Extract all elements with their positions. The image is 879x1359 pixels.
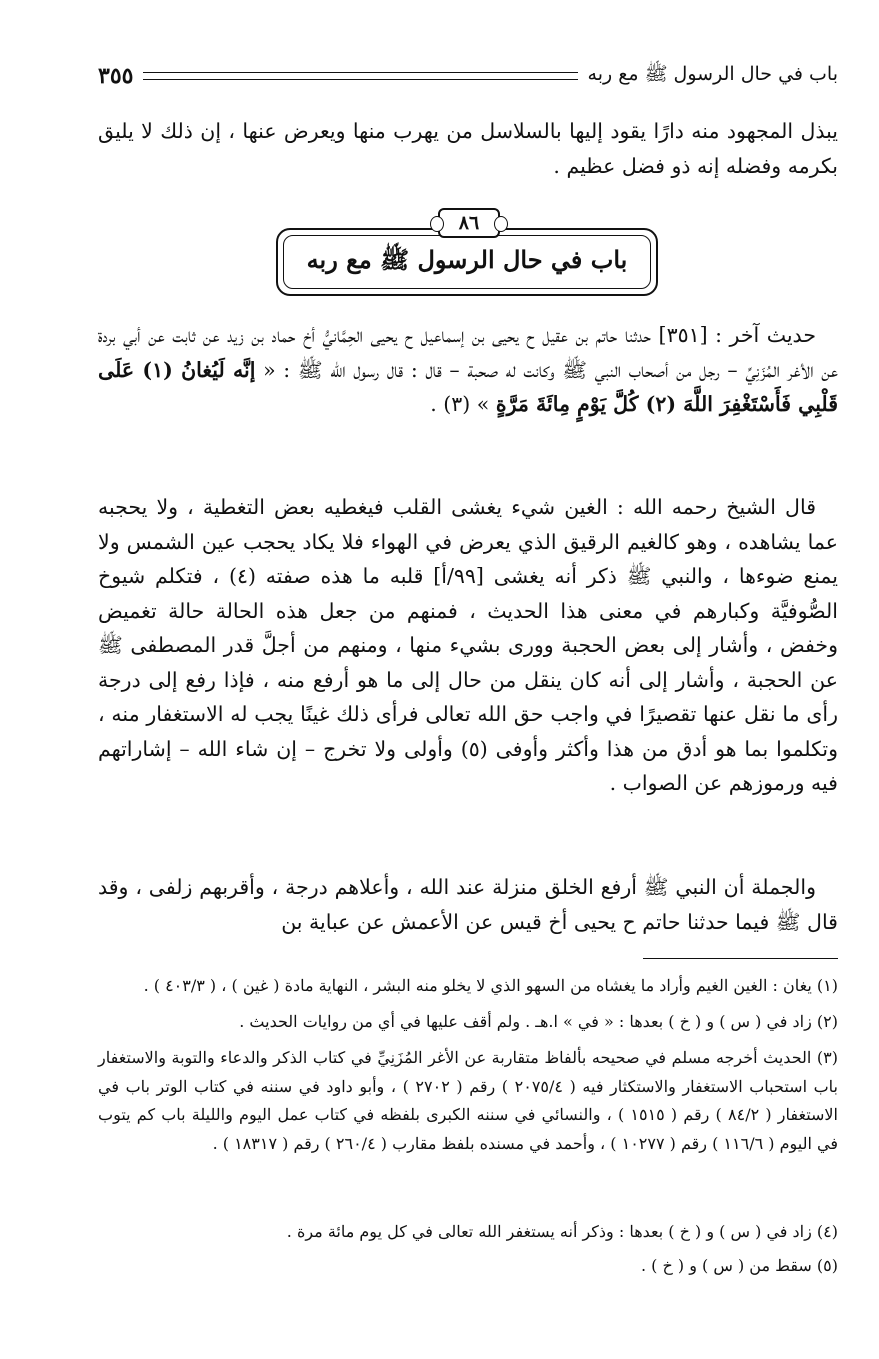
footnote-5: (٥) سقط من ( س ) و ( خ ) . (640, 1256, 838, 1275)
footnote-4: (٤) زاد في ( س ) و ( خ ) بعدها : وذكر أنه يستغفر الله تعالى في كل يوم مائة مرة . (286, 1222, 838, 1241)
conclusion-paragraph (98, 870, 838, 939)
commentary-paragraph (98, 490, 838, 801)
chapter-number-badge (438, 208, 500, 238)
hadith-paragraph (98, 318, 838, 422)
page-number: ٣٥٥ (98, 63, 134, 89)
footnote-2: (٢) زاد في ( س ) و ( خ ) بعدها : « في » ا.هـ . ولم أقف عليها في أي من روايات الحديث . (239, 1012, 838, 1031)
commentary-text: قال الشيخ رحمه الله : الغين شيء يغشى القلب فيغطيه بعض التغطية ، ولا يحجبه عما يشاهده ، وهو كالغيم الرقيق الذي يعرض في الهواء فلا يكاد يحجب عين الشمس ولا يمنع ضوءها ، والنبي ﷺ ذكر أنه يغشى [٩٩/أ] قلبه ما هذه صفته (٤) ، فتكلم شيوخ الصُّوفيَّة وكبارهم في معنى هذا الحديث ، فمنهم من جعل هذه الحالة حالة تغميض وخفض ، وأشار إلى بعض الحجبة وورى بشيء منها ، ومنهم من أجلَّ قدر المصطفى ﷺ عن الحجبة ، وأشار إلى أنه كان ينقل من حال إلى ما هو أرفع منه ، فإذا رفع إلى درجة رأى ما نقل عنها تقصيرًا في واجب حق الله تعالى فرأى ذلك غينًا يجب له الاستغفار منه ، وتكلموا بما هو أدق من هذا وأكثر وأوفى (٥) وأولى ولا تخرج – إن شاء الله – إشاراتهم فيه ورموزهم عن الصواب . (98, 495, 839, 795)
hadith-narration: حديث آخر : [٣٥١] حدثنا حاتم بن عقيل ح يحيى بن إسماعيل ح يحيى الحِمَّانيُّ أخ حماد بن زيد عن ثابت عن أبي بردة عن الأغر المُزَنِيِّ – رجل من أصحاب النبي ﷺ وكانت له صحبة – قال : قال رسول الله ﷺ : « (98, 323, 838, 382)
opening-paragraph: يبذل المجهود منه دارًا يقود إليها بالسلاسل من يهرب منها ويعرض عنها ، إن ذلك لا يليق بكرمه وفضله إنه ذو فضل عظيم . (98, 119, 838, 178)
conclusion-text: والجملة أن النبي ﷺ أرفع الخلق منزلة عند الله ، وأعلاهم درجة ، وأقربهم زلفى ، وقد قال ﷺ فيما حدثنا حاتم ح يحيى أخ قيس عن الأعمش عن عباية بن (98, 875, 838, 934)
running-title: باب في حال الرسول ﷺ مع ربه (587, 63, 838, 85)
chapter-heading-inner-frame (283, 235, 651, 289)
chapter-number: ٨٦ (458, 212, 480, 234)
footnote-3: (٣) الحديث أخرجه مسلم في صحيحه بألفاظ متقاربة عن الأغر المُزَنِيِّ في كتاب الذكر والدعاء والتوبة والاستغفار باب استحباب الاستغفار والاستكثار فيه ( ٢٠٧٥/٤ ) رقم ( ٢٧٠٢ ) ، وأبو داود في سننه في كتاب الوتر باب في الاستغفار ( ٨٤/٢ ) رقم ( ١٥١٥ ) ، والنسائي في سننه الكبرى بلفظه في كتاب عمل اليوم والليلة باب كم يتوب في اليوم ( ١١٦/٦ ) رقم ( ١٠٢٧٧ ) ، وأحمد في مسنده بلفظ مقارب ( ٢٦٠/٤ ) رقم ( ١٨٣١٧ ) . (98, 1048, 838, 1153)
book-page (98, 0, 838, 1359)
footnote-separator (643, 958, 838, 959)
header-rule (143, 72, 577, 80)
hadith-text: إنَّه لَيُغانُ (١) عَلَى قَلْبِي فَأَسْتَغْفِرَ اللَّهَ (٢) كُلَّ يَوْمٍ مِائَةَ مَرَّةٍ (98, 357, 838, 416)
chapter-title: باب في حال الرسول ﷺ مع ربه (306, 244, 628, 274)
running-header (98, 56, 838, 96)
footnote-1: (١) يغان : الغين الغيم وأراد ما يغشاه من السهو الذي لا يخلو منه البشر ، النهاية مادة ( غين ) ، ( ٤٠٣/٣ ) . (143, 976, 838, 995)
hadith-closing: » (٣) . (430, 392, 490, 416)
chapter-heading-frame (276, 228, 658, 296)
